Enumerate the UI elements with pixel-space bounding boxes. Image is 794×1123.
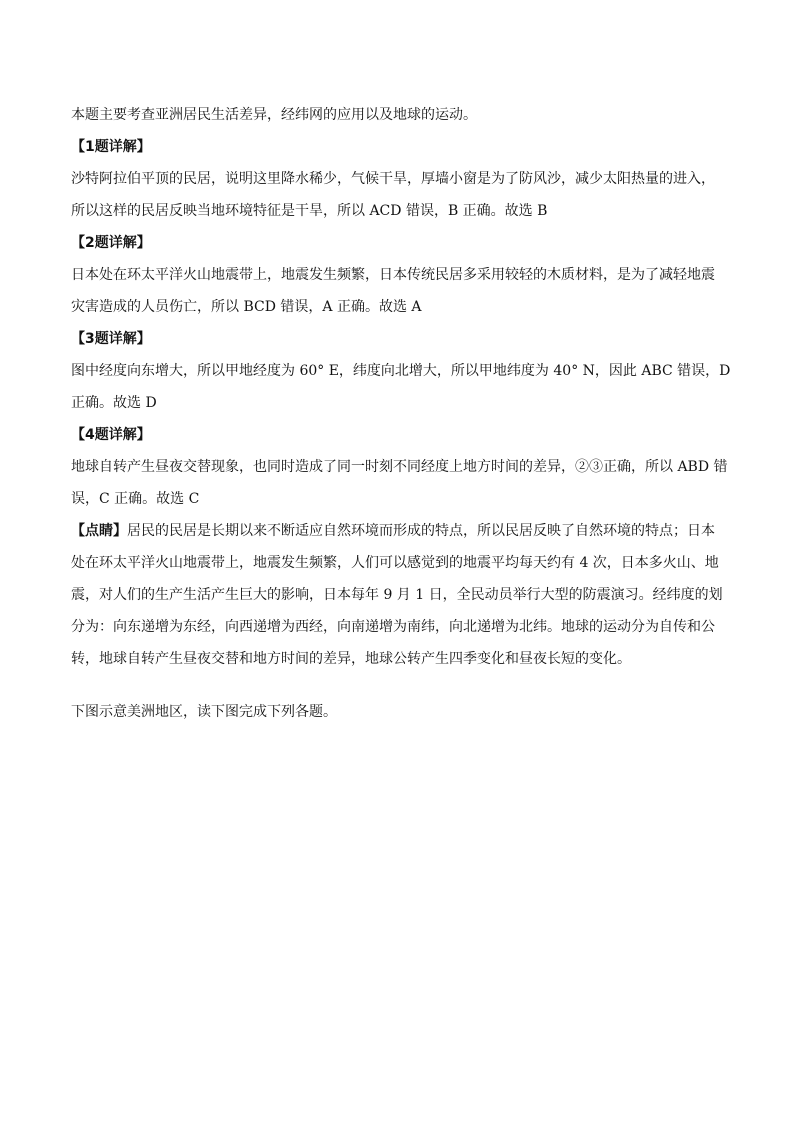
q1-line-1: 沙特阿拉伯平顶的民居，说明这里降水稀少，气候干旱，厚墙小窗是为了防风沙，减少太阳热量的进入， <box>71 171 715 187</box>
dianjing-section <box>71 515 723 675</box>
q1-explanation <box>71 163 723 227</box>
dianjing-label: 【点睛】 <box>71 523 127 539</box>
q3-heading: 【3题详解】 <box>71 331 151 347</box>
dianjing-line-3: 震，对人们的生产生活产生巨大的影响，日本每年 9 月 1 日，全民动员举行大型的防震演习。经纬度的划 <box>71 587 723 603</box>
q2-line-1: 日本处在环太平洋火山地震带上，地震发生频繁，日本传统民居多采用较轻的木质材料，是为了减轻地震 <box>71 267 715 283</box>
dianjing-first-line <box>71 515 723 547</box>
next-question-prompt: 下图示意美洲地区，读下图完成下列各题。 <box>71 704 337 720</box>
q3-explanation <box>71 355 731 419</box>
q2-heading: 【2题详解】 <box>71 235 151 251</box>
q4-heading: 【4题详解】 <box>71 427 151 443</box>
q4-line-1: 地球自转产生昼夜交替现象，也同时造成了同一时刻不同经度上地方时间的差异，②③正确，所以 ABD 错 <box>71 459 728 475</box>
q4-explanation <box>71 451 728 515</box>
dianjing-first-text: 居民的民居是长期以来不断适应自然环境而形成的特点，所以民居反映了自然环境的特点；日本 <box>127 523 715 539</box>
q2-explanation <box>71 259 723 323</box>
q1-line-2: 所以这样的民居反映当地环境特征是干旱，所以 ACD 错误，B 正确。故选 B <box>71 203 548 219</box>
q3-line-2: 正确。故选 D <box>71 395 157 411</box>
dianjing-line-4: 分为：向东递增为东经，向西递增为西经，向南递增为南纬，向北递增为北纬。地球的运动分为自传和公 <box>71 619 715 635</box>
q3-line-1: 图中经度向东增大，所以甲地经度为 60° E，纬度向北增大，所以甲地纬度为 40° N，因此 ABC 错误，D <box>71 363 731 379</box>
dianjing-line-5: 转，地球自转产生昼夜交替和地方时间的差异，地球公转产生四季变化和昼夜长短的变化。 <box>71 651 631 667</box>
intro-text: 本题主要考查亚洲居民生活差异，经纬网的应用以及地球的运动。 <box>71 107 477 123</box>
q2-line-2: 灾害造成的人员伤亡，所以 BCD 错误，A 正确。故选 A <box>71 299 422 315</box>
dianjing-line-2: 处在环太平洋火山地震带上，地震发生频繁，人们可以感觉到的地震平均每天约有 4 次，日本多火山、地 <box>71 555 719 571</box>
q1-heading: 【1题详解】 <box>71 139 151 155</box>
q4-line-2: 误，C 正确。故选 C <box>71 491 200 507</box>
document-page <box>71 99 731 728</box>
section-gap <box>71 675 723 696</box>
